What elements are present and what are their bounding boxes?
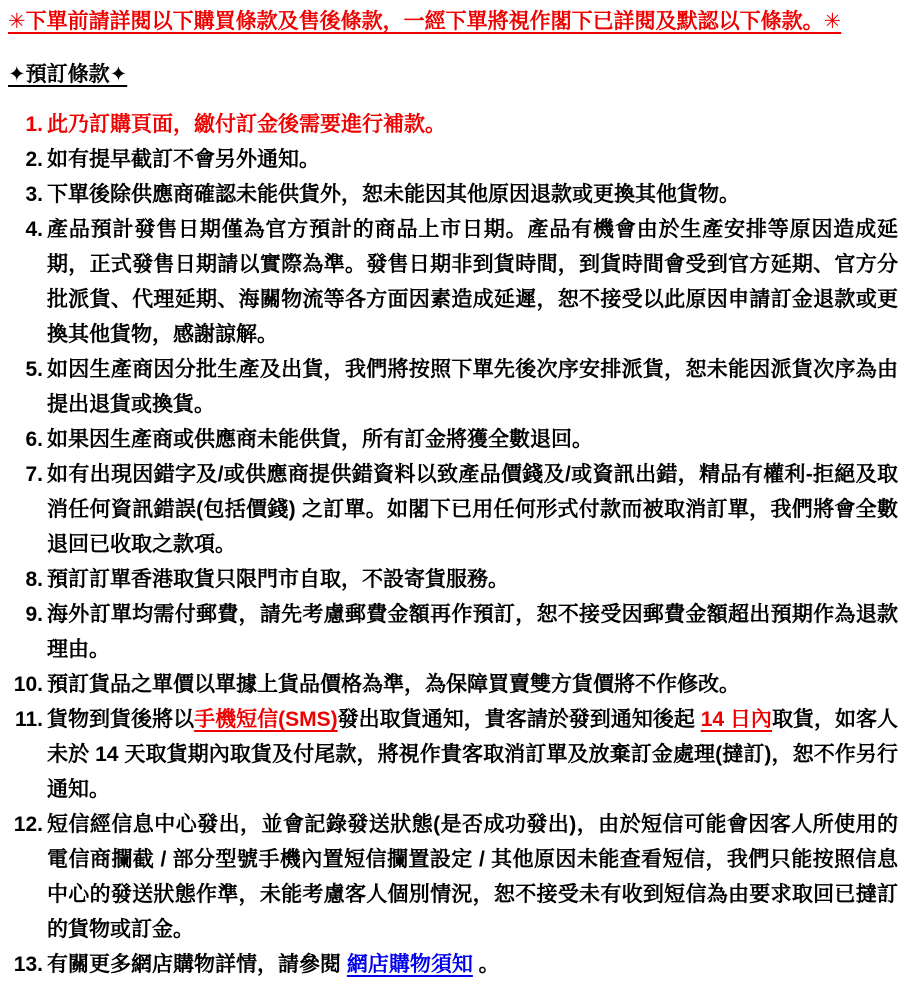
term-number: 11.: [14, 708, 43, 731]
term-text: 貨物到貨後將以: [47, 708, 195, 731]
term-text: 。: [472, 953, 500, 976]
term-item-11: [14, 702, 898, 807]
term-text: 短信經信息中心發出，並會記錄發送狀態(是否成功發出)，由於短信可能會因客人所使用的電信商攔截 / 部分型號手機內置短信攔置設定 / 其他原因未能查看短信，我們只能按照信息中心的發送狀態作準，未能考慮客人個別情況，恕不接受未有收到短信為由要求取回已撻訂的貨物或訂金。: [47, 813, 898, 941]
shop-guide-link[interactable]: 網店購物須知: [346, 953, 473, 976]
term-item-10: [13, 667, 898, 702]
terms-list: [0, 107, 913, 982]
term-text: 取貨，如客人未於 14 天取貨期內取貨及付尾款，將視作貴客取消訂單及放棄訂金處理(撻訂)，恕不作另行通知。: [47, 708, 898, 801]
term-number: 13.: [13, 953, 43, 976]
section-title-preorder-terms: ✦預訂條款✦: [8, 63, 128, 86]
term-text: 預訂貨品之單價以單據上貨品價格為準，為保障買賣雙方貨價將不作修改。: [47, 673, 740, 696]
term-number: 1.: [25, 113, 43, 136]
term-text: 14 日內: [700, 708, 772, 731]
term-item-12: [13, 807, 898, 947]
term-item-8: [17, 562, 898, 597]
term-number: 5.: [25, 358, 43, 381]
term-item-3: [17, 177, 898, 212]
term-item-7: [17, 457, 898, 562]
term-number: 2.: [25, 148, 43, 171]
term-item-5: [17, 352, 898, 422]
term-text: 發出取貨通知，貴客請於發到通知後起: [337, 708, 701, 731]
term-number: 10.: [13, 673, 43, 696]
term-number: 9.: [25, 603, 43, 626]
term-item-13: [13, 947, 898, 982]
term-number: 4.: [25, 218, 43, 241]
term-text: 如有提早截訂不會另外通知。: [47, 148, 320, 171]
term-number: 12.: [13, 813, 43, 836]
term-text: 如果因生產商或供應商未能供貨，所有訂金將獲全數退回。: [47, 428, 593, 451]
term-number: 3.: [25, 183, 43, 206]
term-text: 產品預計發售日期僅為官方預計的商品上市日期。產品有機會由於生產安排等原因造成延期，正式發售日期請以實際為準。發售日期非到貨時間，到貨時間會受到官方延期、官方分批派貨、代理延期、海關物流等各方面因素造成延遲，恕不接受以此原因申請訂金退款或更換其他貨物，感謝諒解。: [47, 218, 898, 346]
term-item-1: [17, 107, 898, 142]
term-item-6: [17, 422, 898, 457]
term-number: 8.: [25, 568, 43, 591]
term-text: 下單後除供應商確認未能供貨外，恕未能因其他原因退款或更換其他貨物。: [47, 183, 740, 206]
term-number: 7.: [25, 463, 43, 486]
pre-order-warning-banner: ✳下單前請詳閱以下購買條款及售後條款，一經下單將視作閣下已詳閱及默認以下條款。✳: [8, 10, 842, 33]
term-text: 此乃訂購頁面，繳付訂金後需要進行補款。: [47, 113, 446, 136]
term-item-4: [17, 212, 898, 352]
term-number: 6.: [25, 428, 43, 451]
term-item-2: [17, 142, 898, 177]
term-text: 如有出現因錯字及/或供應商提供錯資料以致產品價錢及/或資訊出錯，精品有權利-拒絕及取消任何資訊錯誤(包括價錢) 之訂單。如閣下已用任何形式付款而被取消訂單，我們將會全數退回已收取之款項。: [47, 463, 898, 556]
term-item-9: [17, 597, 898, 667]
term-text: 海外訂單均需付郵費，請先考慮郵費金額再作預訂，恕不接受因郵費金額超出預期作為退款理由。: [47, 603, 898, 661]
term-text: 預訂訂單香港取貨只限門市自取，不設寄貨服務。: [47, 568, 509, 591]
term-text: 如因生產商因分批生產及出貨，我們將按照下單先後次序安排派貨，恕未能因派貨次序為由提出退貨或換貨。: [47, 358, 898, 416]
term-text: 有關更多網店購物詳情，請參閱: [47, 953, 347, 976]
term-text: 手機短信(SMS): [194, 708, 338, 731]
